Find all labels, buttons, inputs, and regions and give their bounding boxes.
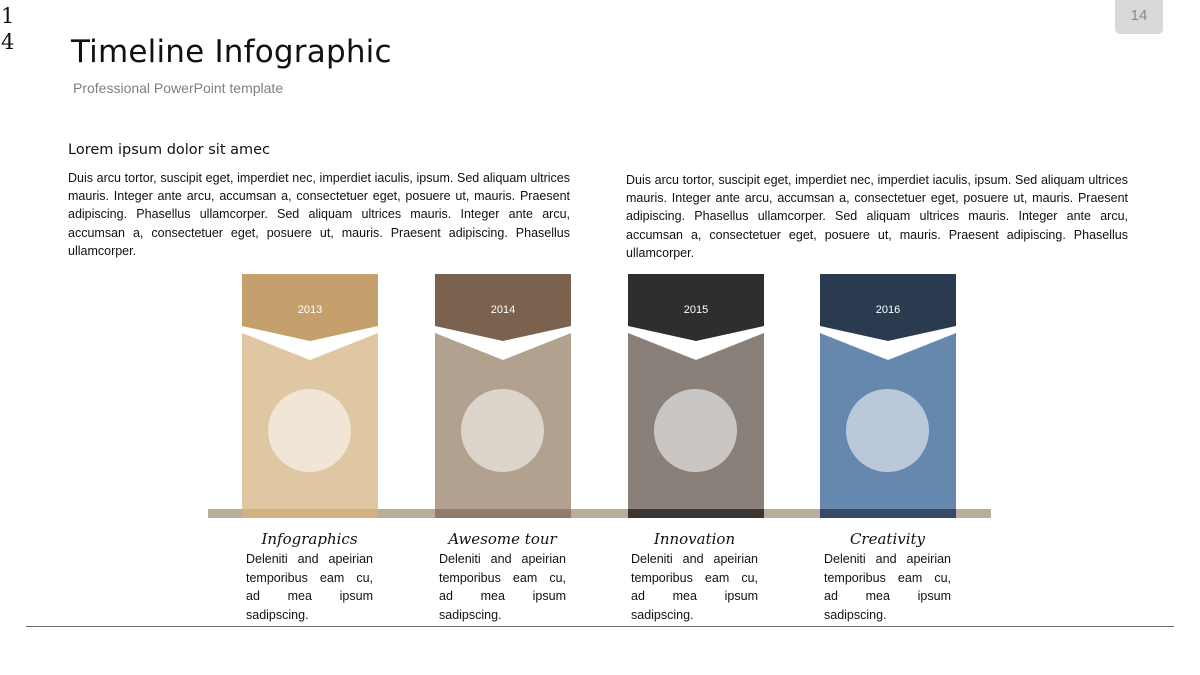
column-circle — [654, 389, 737, 472]
timeline-column-2015 — [628, 274, 764, 518]
column-baseline-segment — [820, 509, 956, 518]
column-year-label: 2015 — [683, 304, 709, 316]
timeline-column-2016 — [820, 274, 956, 518]
item-title: Creativity — [849, 530, 926, 548]
column-baseline-segment — [435, 509, 571, 518]
page-subtitle: Professional PowerPoint template — [73, 80, 284, 96]
timeline-item-infographics — [246, 530, 373, 624]
column-year-label: 2013 — [297, 304, 323, 316]
page-title: Timeline Infographic — [71, 34, 392, 70]
column-year-label: 2016 — [875, 304, 901, 316]
item-description: Deleniti and apeirian temporibus eam cu, ad mea ipsum sadipscing. — [246, 552, 373, 622]
column-baseline-segment — [628, 509, 764, 518]
page-number-badge: 14 — [1115, 0, 1163, 34]
column-circle — [268, 389, 351, 472]
intro-paragraph-right: Duis arcu tortor, suscipit eget, imperdiet nec, imperdiet iaculis, ipsum. Sed aliquam ultrices mauris. Integer ante arcu, accumsan a, consectetuer eget, posuere ut, mauris. Praesent adipiscing. Phasellus ullamcorper. Sed aliquam ultrices mauris. Integer ante arcu, accumsan a, consectetuer eget, posuere ut, mauris. Praesent adipiscing. Phasellus ullamcorper. — [626, 173, 1128, 260]
item-description: Deleniti and apeirian temporibus eam cu, ad mea ipsum sadipscing. — [824, 552, 951, 622]
timeline-item-creativity — [824, 530, 951, 624]
column-year-label: 2014 — [490, 304, 516, 316]
column-circle — [846, 389, 929, 472]
column-baseline-segment — [242, 509, 378, 518]
footer-divider — [26, 626, 1174, 627]
item-title: Infographics — [261, 530, 358, 548]
slide-corner-number: 14 — [1, 4, 15, 54]
intro-heading: Lorem ipsum dolor sit amec — [68, 142, 271, 158]
timeline-item-innovation — [631, 530, 758, 624]
timeline-column-2013 — [242, 274, 378, 518]
timeline-column-2014 — [435, 274, 571, 518]
item-description: Deleniti and apeirian temporibus eam cu, ad mea ipsum sadipscing. — [439, 552, 566, 622]
column-circle — [461, 389, 544, 472]
intro-paragraph-left: Duis arcu tortor, suscipit eget, imperdiet nec, imperdiet iaculis, ipsum. Sed aliquam ultrices mauris. Integer ante arcu, accumsan a, consectetuer eget, posuere ut, mauris. Praesent adipiscing. Phasellus ullamcorper. Sed aliquam ultrices mauris. Integer ante arcu, accumsan a, consectetuer eget, posuere ut, mauris. Praesent adipiscing. Phasellus ullamcorper. — [68, 171, 570, 258]
timeline-item-awesome-tour — [439, 530, 566, 624]
item-description: Deleniti and apeirian temporibus eam cu, ad mea ipsum sadipscing. — [631, 552, 758, 622]
item-title: Innovation — [653, 530, 736, 548]
item-title: Awesome tour — [448, 530, 557, 548]
